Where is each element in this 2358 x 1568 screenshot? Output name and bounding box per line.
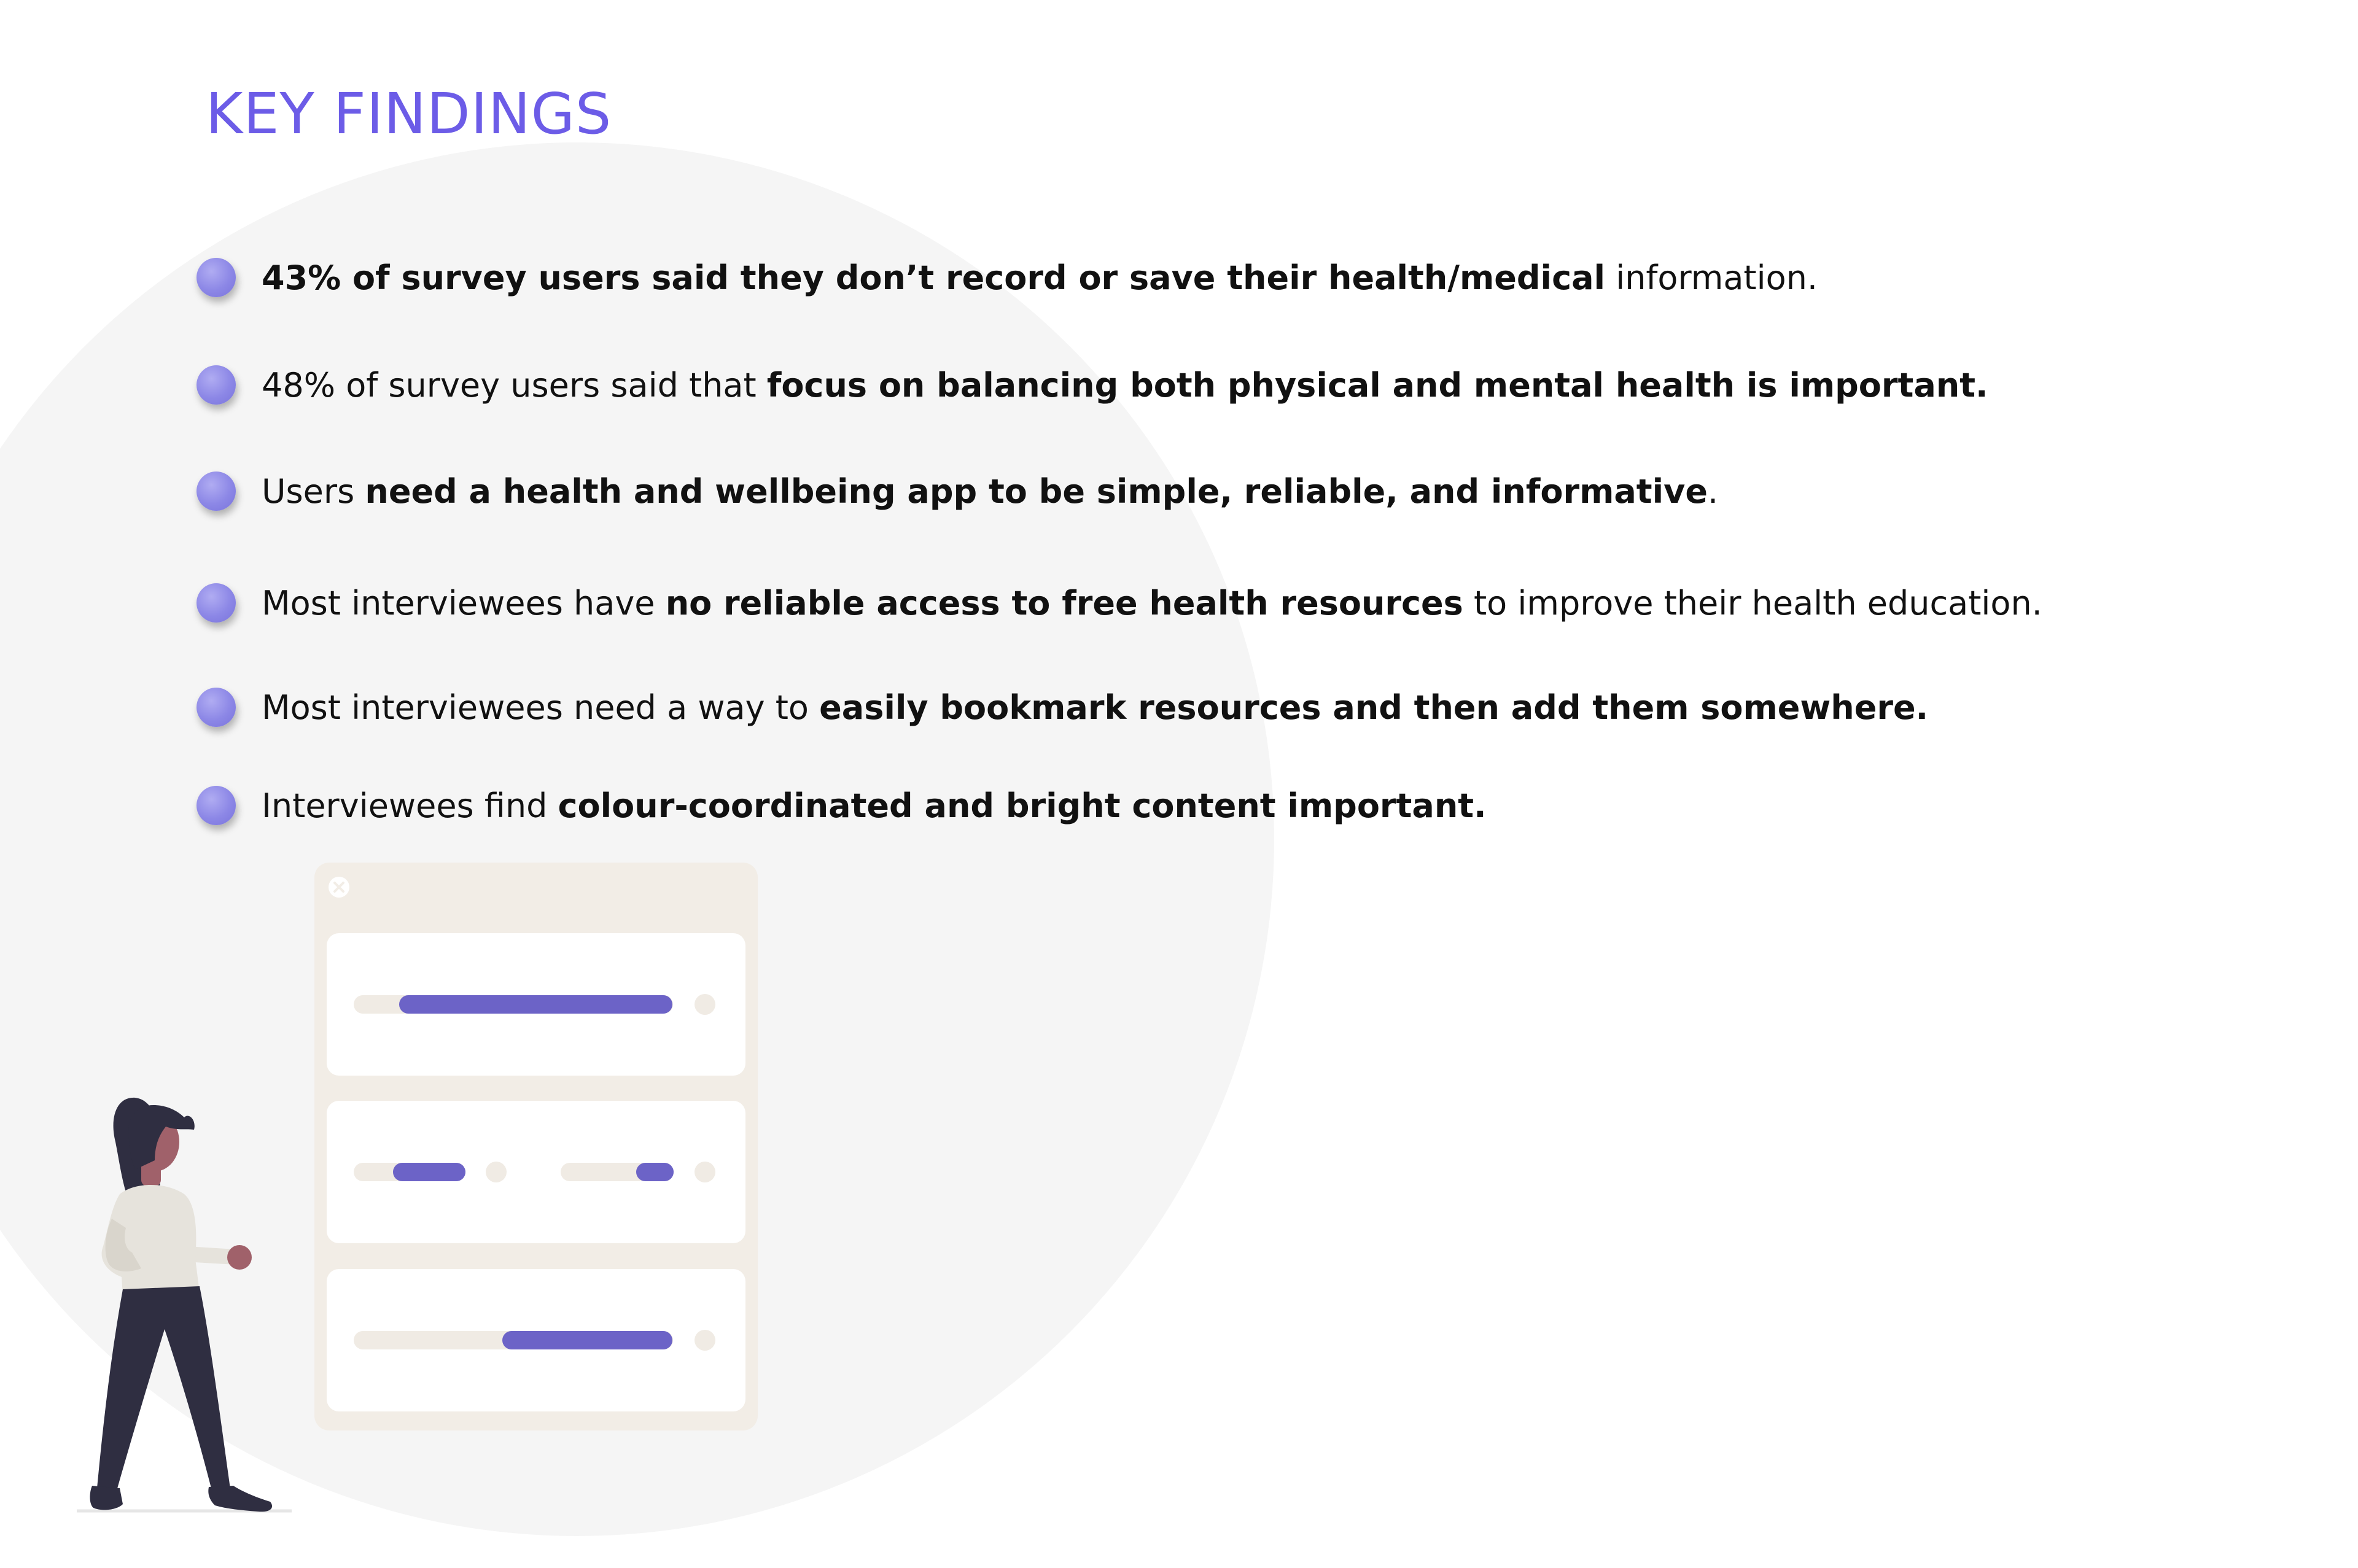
progress-bar bbox=[636, 1163, 674, 1181]
dot-icon bbox=[695, 1330, 715, 1351]
finding-text: 48% of survey users said that focus on balancing both physical and mental health is important. bbox=[262, 365, 1988, 405]
finding-item-4 bbox=[196, 578, 2042, 627]
finding-item-3 bbox=[196, 467, 1718, 516]
bullet-icon bbox=[196, 786, 236, 825]
dot-icon bbox=[695, 994, 715, 1015]
finding-text: Most interviewees need a way to easily bookmark resources and then add them somewhere. bbox=[262, 688, 1929, 727]
progress-bar bbox=[399, 995, 672, 1014]
bullet-icon bbox=[196, 472, 236, 511]
finding-item-6 bbox=[196, 781, 1487, 830]
person-icon bbox=[77, 1098, 292, 1512]
finding-item-5 bbox=[196, 683, 1928, 732]
finding-item-2 bbox=[196, 360, 1988, 409]
progress-bar bbox=[393, 1163, 465, 1181]
bullet-icon bbox=[196, 258, 236, 297]
bullet-icon bbox=[196, 688, 236, 727]
bullet-icon bbox=[196, 583, 236, 623]
finding-text: 43% of survey users said they don’t record or save their health/medical information. bbox=[262, 258, 1818, 297]
dot-icon bbox=[486, 1162, 507, 1182]
illustration bbox=[0, 847, 798, 1529]
close-icon bbox=[329, 877, 349, 898]
finding-text: Most interviewees have no reliable access to free health resources to improve their health education. bbox=[262, 583, 2042, 623]
page-title: KEY FINDINGS bbox=[206, 81, 612, 147]
dot-icon bbox=[695, 1162, 715, 1182]
finding-text: Users need a health and wellbeing app to be simple, reliable, and informative. bbox=[262, 472, 1719, 511]
bullet-icon bbox=[196, 365, 236, 405]
progress-bar bbox=[502, 1331, 672, 1349]
finding-text: Interviewees find colour-coordinated and bright content important. bbox=[262, 786, 1487, 825]
finding-item-1 bbox=[196, 253, 1818, 302]
